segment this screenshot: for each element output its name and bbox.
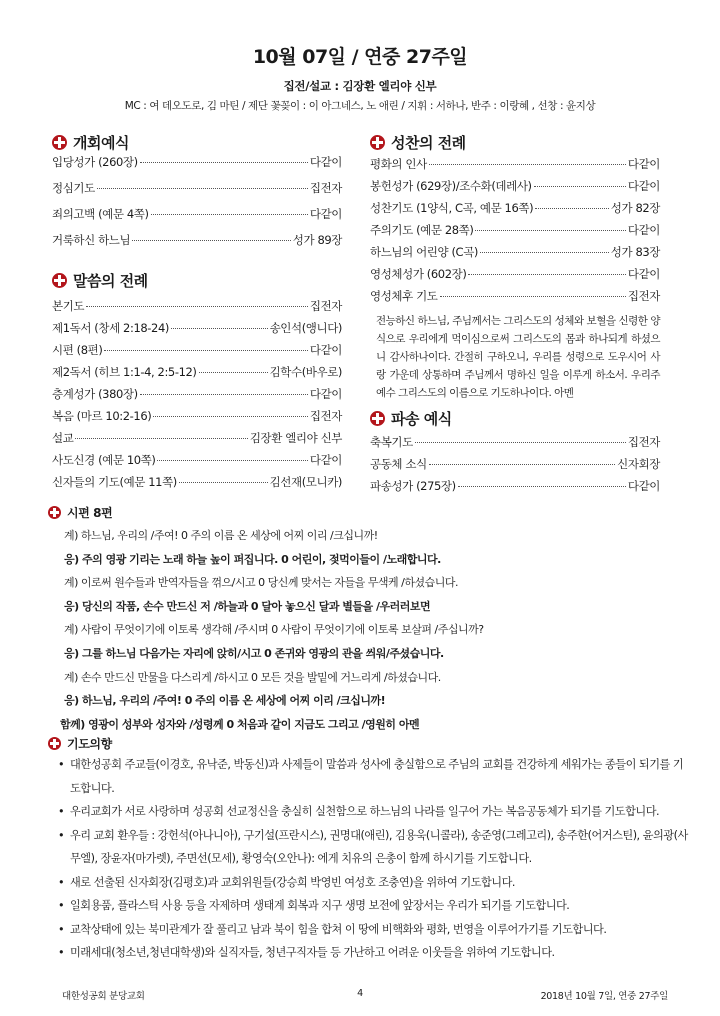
bullet-icon: • <box>58 805 65 818</box>
order-item <box>370 266 660 288</box>
dot-leader <box>157 460 307 461</box>
list-item <box>58 871 690 895</box>
red-cross-icon <box>370 135 385 150</box>
dot-leader <box>140 162 308 163</box>
list-item <box>58 800 690 824</box>
order-item <box>52 408 342 430</box>
order-item <box>370 244 660 266</box>
item-name: 주의기도 (예문 28쪽) <box>370 223 474 237</box>
dot-leader <box>440 296 626 297</box>
intention-text: 우리교회가 서로 사랑하며 성공회 선교정신을 충실히 실천함으로 하느님의 나라를 일구어 가는 복음공동체가 되기를 기도합니다. <box>70 805 660 818</box>
footer-date: 2018년 10월 7일, 연중 27주일 <box>540 991 668 1002</box>
item-value: 다같이 <box>309 343 342 357</box>
dot-leader <box>534 186 626 187</box>
item-value: 송인석(앵니다) <box>269 321 342 335</box>
order-item <box>52 452 342 474</box>
item-value: 다같이 <box>309 387 342 401</box>
item-value: 다같이 <box>309 453 342 467</box>
red-cross-icon <box>52 135 67 150</box>
eucharist-heading-label: 성찬의 전례 <box>391 133 466 152</box>
left-column <box>52 130 342 496</box>
eucharist-list <box>370 156 660 310</box>
list-item <box>58 894 690 918</box>
red-cross-icon <box>370 411 385 426</box>
opening-list <box>52 154 342 258</box>
order-item <box>52 430 342 452</box>
psalm-line: 응) 하느님, 우리의 /주여! 0 주의 이름 온 세상에 어찌 이리 /크십니까! <box>64 694 386 708</box>
dot-leader <box>480 252 609 253</box>
item-name: 성찬기도 (1양식, C곡, 예문 16쪽) <box>370 201 534 215</box>
order-item <box>52 364 342 386</box>
dot-leader <box>429 164 626 165</box>
order-item <box>52 474 342 496</box>
item-value: 성가 83장 <box>610 245 660 259</box>
item-value: 김장환 엘리야 신부 <box>249 431 342 445</box>
item-name: 봉헌성가 (629장)/조수화(데레사) <box>370 179 532 193</box>
order-item <box>52 180 342 206</box>
dot-leader <box>415 442 626 443</box>
dot-leader <box>171 328 268 329</box>
dot-leader <box>458 486 626 487</box>
item-name: 신자들의 기도(예문 11쪽) <box>52 475 177 489</box>
psalm-line: 계) 사람이 무엇이기에 이토록 생각해 /주시며 0 사람이 무엇이기에 이토록 보살펴 /주십니까? <box>64 623 484 637</box>
item-value: 집전자 <box>627 289 660 303</box>
order-item <box>370 178 660 200</box>
item-value: 성가 89장 <box>292 233 342 247</box>
order-item <box>52 206 342 232</box>
item-name: 본기도 <box>52 299 85 313</box>
item-value: 성가 82장 <box>610 201 660 215</box>
dot-leader <box>104 350 307 351</box>
item-value: 다같이 <box>309 155 342 169</box>
item-name: 사도신경 (예문 10쪽) <box>52 453 156 467</box>
footer-church: 대한성공회 분당교회 <box>62 991 145 1002</box>
item-name: 평화의 인사 <box>370 157 427 171</box>
intention-text: 일회용품, 플라스틱 사용 등을 자제하며 생태계 회복과 지구 생명 보전에 앞장서는 우리가 되기를 기도합니다. <box>70 899 570 912</box>
word-list <box>52 298 342 496</box>
order-item <box>370 288 660 310</box>
psalm-line: 응) 주의 영광 기리는 노래 하늘 높이 퍼집니다. 0 어린이, 젖먹이들이 /노래합니다. <box>64 552 441 566</box>
page-number: 4 <box>357 988 363 999</box>
item-name: 제2독서 (히브 1:1-4, 2:5-12) <box>52 365 197 379</box>
order-item <box>370 156 660 178</box>
order-item <box>52 298 342 320</box>
item-value: 집전자 <box>309 181 342 195</box>
item-value: 다같이 <box>627 267 660 281</box>
dismissal-list <box>370 434 660 500</box>
dot-leader <box>199 372 268 373</box>
post-communion-prayer: 전능하신 하느님, 주님께서는 그리스도의 성체와 보혈을 신령한 양식으로 우리에게 먹이심으로써 그리스도의 몸과 하나되게 하셨으니 감사하나이다. 간절히 구하오니, 우리를 성령으로 도우시어 사랑 가운데 상통하며 주님께서 명하신 일을 이루게 하소서. 우리주 예수 그리스도의 이름으로 기도하나이다. 아멘 <box>376 315 660 399</box>
item-value: 집전자 <box>309 409 342 423</box>
dot-leader <box>179 482 268 483</box>
item-name: 시편 (8편) <box>52 343 103 357</box>
intention-text: 미래세대(청소년,청년대학생)와 실직자들, 청년구직자들 등 가난하고 어려운 이웃들을 위하여 기도합니다. <box>70 946 555 959</box>
red-cross-icon <box>48 506 61 519</box>
item-name: 영성체후 기도 <box>370 289 438 303</box>
dismissal-heading <box>370 406 660 430</box>
dot-leader <box>151 214 308 215</box>
bullet-icon: • <box>58 828 65 842</box>
order-item <box>52 386 342 408</box>
list-item <box>58 941 690 965</box>
dismissal-heading-label: 파송 예식 <box>391 409 452 428</box>
eucharist-heading <box>370 130 660 154</box>
intention-text: 우리 교회 환우들 : 강헌석(아나니아), 구기설(프란시스), 권명대(애린), 김용욱(니콜라), 송준영(그레고리), 송주한(어거스틴), 윤의광(사무엘), 장윤자(마가렛), 주면선(모세), 황영숙(오안나): 에게 치유의 은총이 함께 하시기를 기도합니다. <box>70 828 688 865</box>
item-value: 집전자 <box>627 435 660 449</box>
item-value: 다같이 <box>627 179 660 193</box>
item-name: 복음 (마르 10:2-16) <box>52 409 152 423</box>
item-name: 영성체성가 (602장) <box>370 267 467 281</box>
intention-text: 대한성공회 주교들(이경호, 유낙준, 박동신)과 사제들이 말씀과 성사에 충실함으로 주님의 교회를 건강하게 세워가는 종들이 되기를 기도합니다. <box>70 758 684 795</box>
dot-leader <box>535 208 609 209</box>
item-name: 공동체 소식 <box>370 457 427 471</box>
item-name: 거룩하신 하느님 <box>52 233 131 247</box>
opening-heading-label: 개회예식 <box>73 133 129 152</box>
bullet-icon: • <box>58 922 65 936</box>
bullet-icon: • <box>58 899 65 912</box>
item-value: 다같이 <box>309 207 342 221</box>
dot-leader <box>75 438 247 439</box>
intention-text: 교착상태에 있는 북미관계가 잘 풀리고 남과 북이 힘을 합쳐 이 땅에 비핵화와 평화, 번영을 이루어가기를 기도합니다. <box>70 922 607 936</box>
psalm-line: 계) 하느님, 우리의 /주여! 0 주의 이름 온 세상에 어찌 이리 /크십니까! <box>64 529 378 542</box>
order-item <box>370 456 660 478</box>
order-item <box>370 434 660 456</box>
item-name: 하느님의 어린양 (C곡) <box>370 245 478 259</box>
order-item <box>52 320 342 342</box>
intentions-list <box>58 753 690 965</box>
item-name: 입당성가 (260장) <box>52 155 138 169</box>
word-heading <box>52 268 342 292</box>
psalm-line: 응) 그를 하느님 다음가는 자리에 앉히/시고 0 존귀와 영광의 관을 씌워/주셨습니다. <box>64 646 444 660</box>
order-item <box>370 200 660 222</box>
right-column <box>370 130 660 500</box>
item-value: 김선재(모니카) <box>269 475 342 489</box>
order-item <box>370 478 660 500</box>
dot-leader <box>429 464 615 465</box>
psalm-text <box>60 524 704 736</box>
list-item <box>58 824 690 871</box>
ministers-line: MC : 여 데오도로, 김 마틴 / 제단 꽃꽂이 : 이 아그네스, 노 애린 / 지휘 : 서하나, 반주 : 이랑혜 , 선창 : 윤지상 <box>124 100 596 112</box>
item-name: 층계성가 (380장) <box>52 387 138 401</box>
item-name: 정심기도 <box>52 181 95 195</box>
item-value: 다같이 <box>627 479 660 493</box>
opening-heading <box>52 130 342 154</box>
psalm-line: 함께) 영광이 성부와 성자와 /성령께 0 처음과 같이 지금도 그리고 /영원히 아멘 <box>60 717 420 731</box>
bullet-icon: • <box>58 946 65 959</box>
item-value: 신자회장 <box>617 457 660 471</box>
dot-leader <box>140 394 308 395</box>
red-cross-icon <box>52 273 67 288</box>
intention-text: 새로 선출된 신자회장(김평호)과 교회위원들(강승희 박영빈 여성호 조충연)을 위하여 기도합니다. <box>70 875 515 889</box>
item-name: 제1독서 (창세 2:18-24) <box>52 321 169 335</box>
psalm-line: 응) 당신의 작품, 손수 만드신 저 /하늘과 0 달아 놓으신 달과 별들을 /우러러보면 <box>64 599 431 613</box>
dot-leader <box>475 230 625 231</box>
dot-leader <box>97 188 308 189</box>
dot-leader <box>132 240 291 241</box>
order-item <box>52 342 342 364</box>
item-name: 축복기도 <box>370 435 413 449</box>
dot-leader <box>86 306 308 307</box>
order-item <box>52 232 342 258</box>
bullet-icon: • <box>58 875 65 889</box>
dot-leader <box>468 274 625 275</box>
item-value: 김학수(바우로) <box>269 365 342 379</box>
intentions-heading <box>48 735 112 752</box>
order-item <box>370 222 660 244</box>
order-item <box>52 154 342 180</box>
psalm-line: 계) 손수 만드신 만물을 다스리게 /하시고 0 모든 것을 발밑에 거느리게 /하셨습니다. <box>64 670 441 684</box>
dot-leader <box>153 416 308 417</box>
intentions-heading-label: 기도의향 <box>67 737 112 751</box>
bullet-icon: • <box>58 758 65 771</box>
list-item <box>58 753 690 800</box>
page-title: 10월 07일 / 연중 27주일 <box>252 46 468 68</box>
list-item <box>58 918 690 942</box>
psalm-line: 계) 이로써 원수들과 반역자들을 꺾으/시고 0 당신께 맞서는 자들을 무색케 /하셨습니다. <box>64 576 458 590</box>
psalm-heading <box>48 504 112 521</box>
word-heading-label: 말씀의 전례 <box>73 271 148 290</box>
psalm-heading-label: 시편 8편 <box>67 506 113 520</box>
red-cross-icon <box>48 737 61 750</box>
item-name: 설교 <box>52 431 74 445</box>
item-value: 집전자 <box>309 299 342 313</box>
item-name: 파송성가 (275장) <box>370 479 456 493</box>
item-value: 다같이 <box>627 157 660 171</box>
item-name: 죄의고백 (예문 4쪽) <box>52 207 149 221</box>
item-value: 다같이 <box>627 223 660 237</box>
celebrant-line: 집전/설교 : 김장환 엘리야 신부 <box>283 79 437 93</box>
